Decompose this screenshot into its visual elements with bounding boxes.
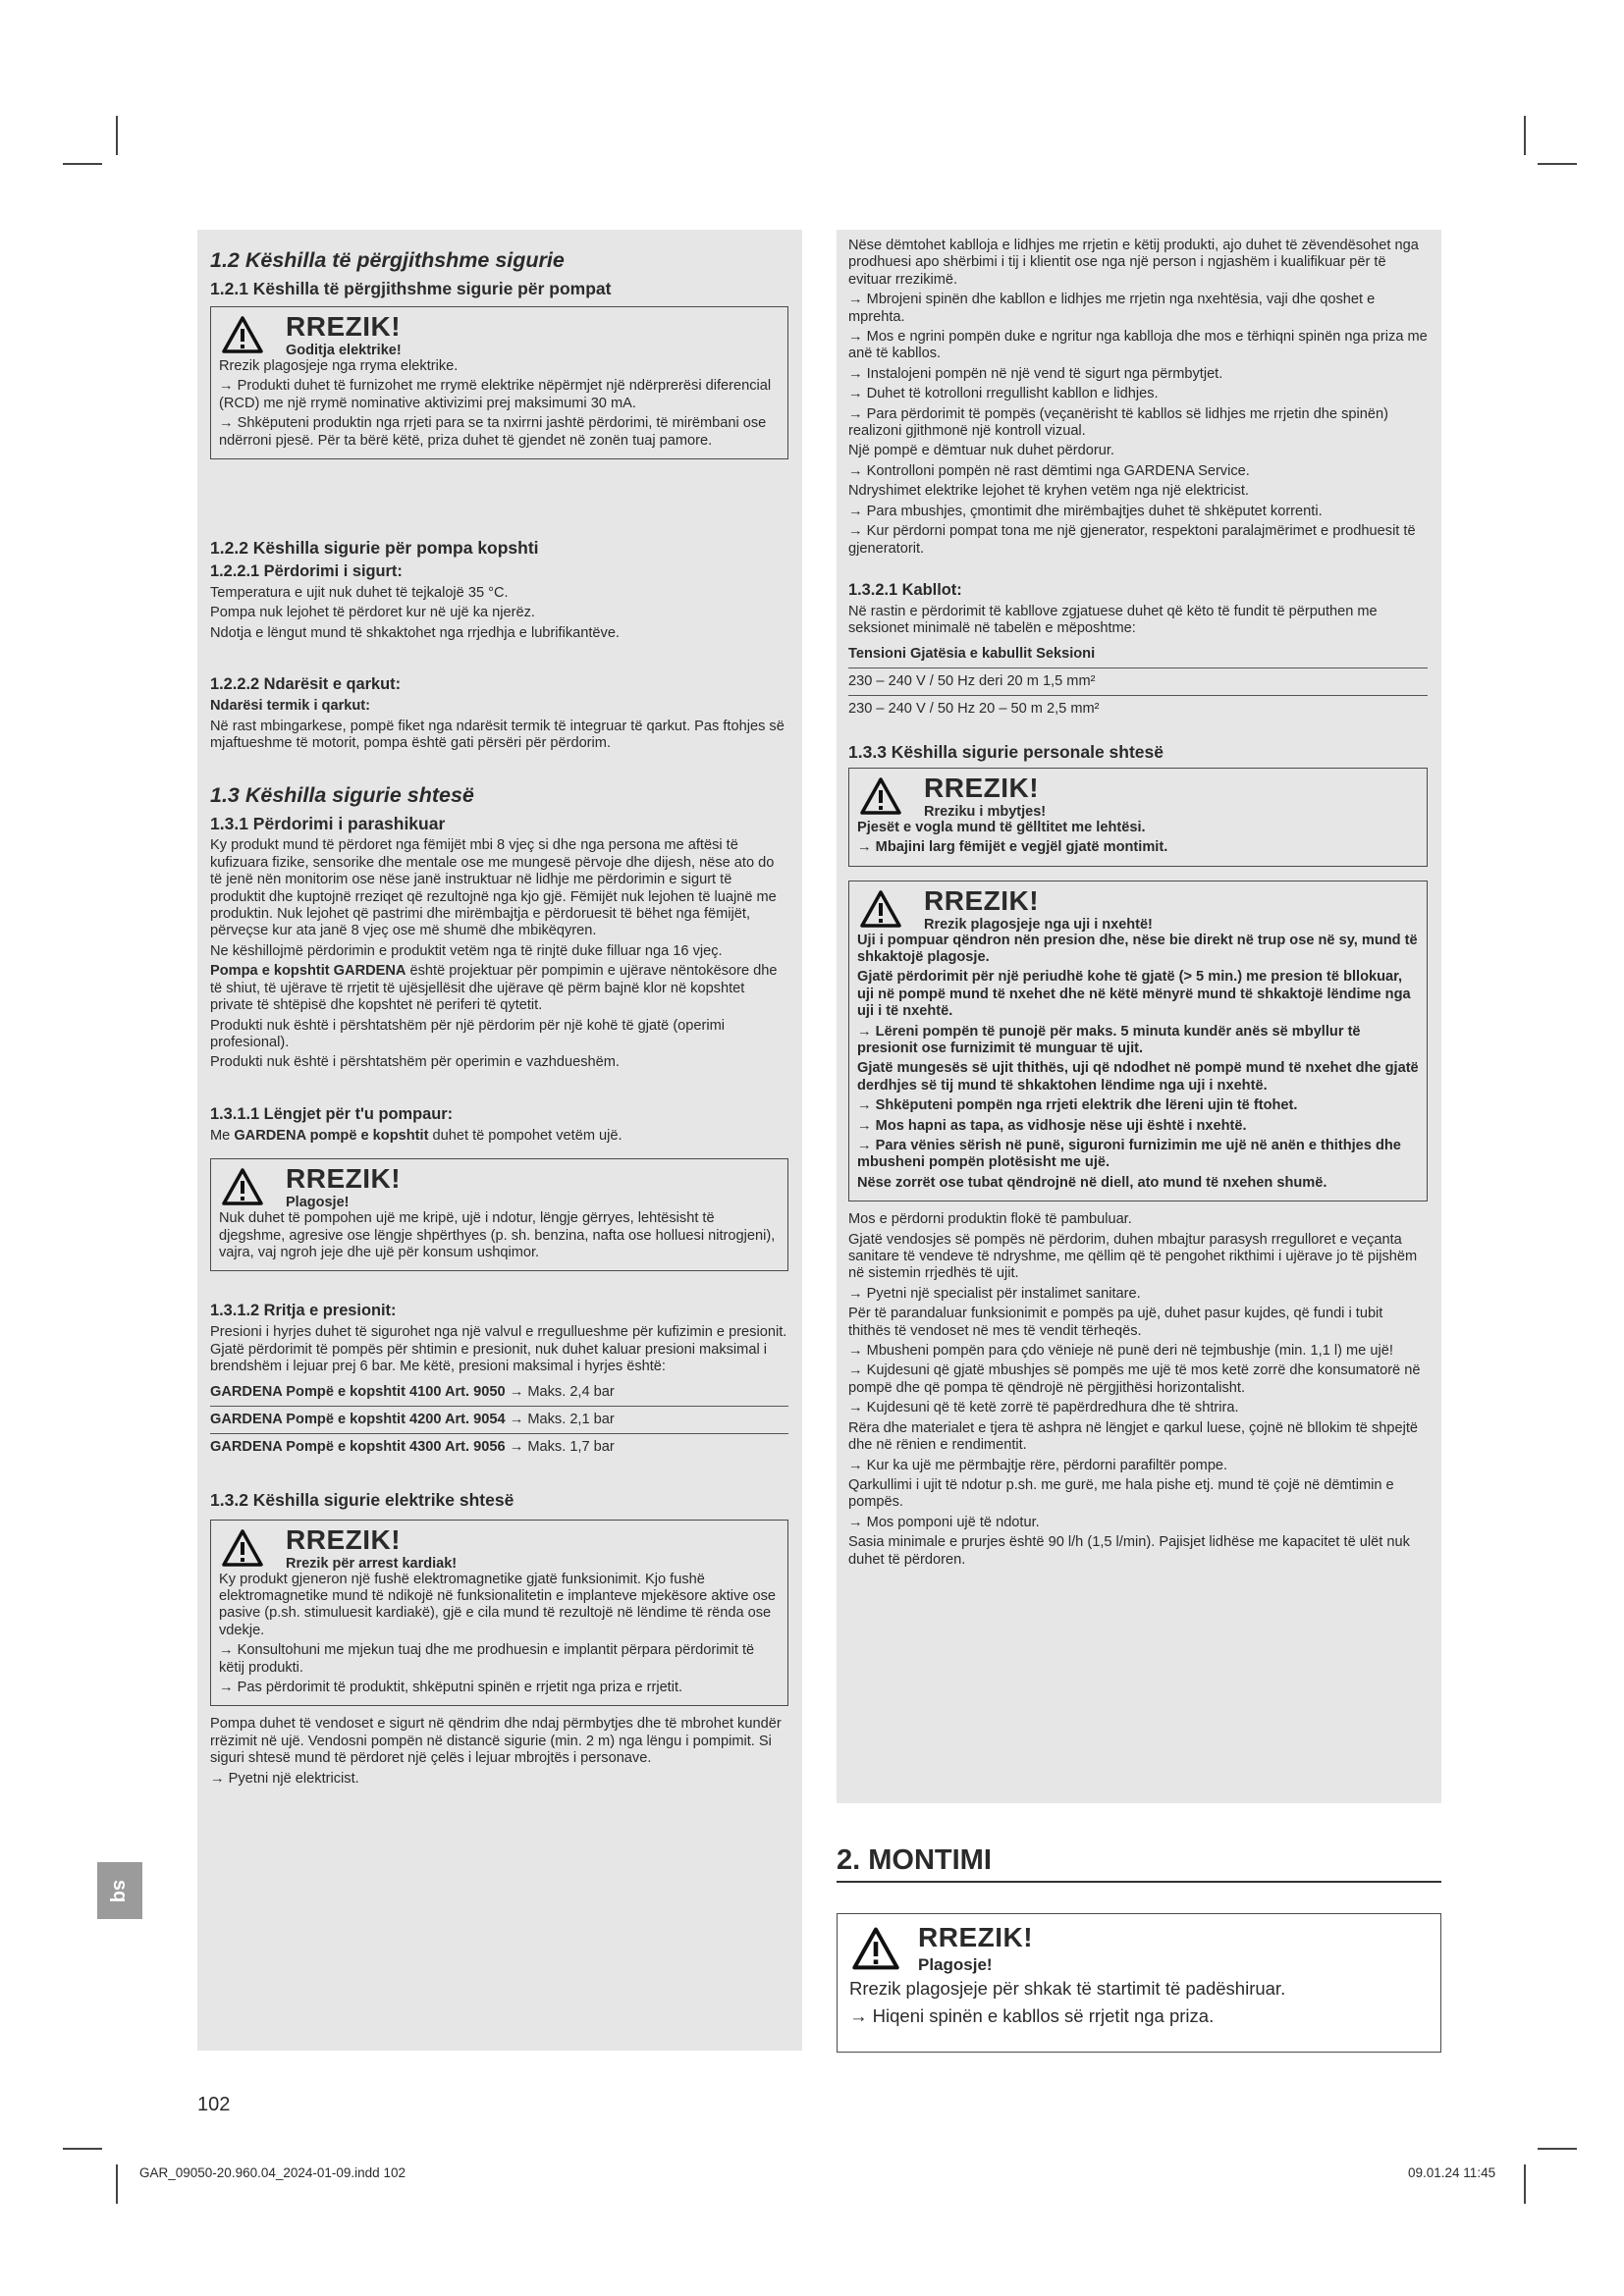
product-name: GARDENA pompë e kopshtit bbox=[234, 1127, 429, 1144]
product-name: Pompa e kopshtit GARDENA bbox=[210, 963, 406, 980]
left-column-body bbox=[197, 510, 802, 2051]
paragraph: Rrezik plagosjeje për shkak të startimit të padëshiruar. bbox=[849, 1978, 1286, 1999]
paragraph: Një pompë e dëmtuar nuk duhet përdorur. bbox=[848, 443, 1114, 459]
table-row: 230 – 240 V / 50 Hz 20 – 50 m 2,5 mm² bbox=[848, 700, 1100, 717]
warning-triangle-icon bbox=[860, 890, 901, 928]
product-name: GARDENA Pompë e kopshtit 4300 Art. 9056 bbox=[210, 1438, 506, 1455]
warning-triangle-icon bbox=[222, 316, 263, 353]
warning-title: RREZIK! bbox=[286, 1523, 402, 1555]
instruction: → Lëreni pompën të punojë për maks. 5 minuta kundër anës së mbyllur të presionit ose furnizimit të munguar të ujit. bbox=[857, 1024, 1419, 1058]
warning-triangle-icon bbox=[222, 1529, 263, 1567]
instruction: → Pyetni një elektricist. bbox=[210, 1771, 788, 1788]
instruction: → Mbajini larg fëmijët e vegjël gjatë montimit. bbox=[857, 839, 1419, 856]
warning-title: RREZIK! bbox=[918, 1922, 1034, 1952]
instruction: → Para vënies sërish në punë, siguroni furnizimin me ujë në anën e thithjes dhe mbusheni pompën plotësisht me ujë. bbox=[857, 1138, 1419, 1172]
subsection-title: 1.2.1 Këshilla të përgjithshme sigurie për pompat bbox=[210, 279, 612, 298]
section-title: 1.3 Këshilla sigurie shtesë bbox=[210, 783, 474, 808]
warning-subtitle: Plagosje! bbox=[918, 1955, 993, 1974]
warning-subtitle: Rrezik për arrest kardiak! bbox=[286, 1555, 458, 1572]
paragraph: Nëse zorrët ose tubat qëndrojnë në diell, ato mund të nxehen shumë. bbox=[857, 1174, 1327, 1191]
warning-subtitle: Rrezik plagosjeje nga uji i nxehtë! bbox=[924, 916, 1153, 933]
instruction: → Mbusheni pompën para çdo vënieje në punë deri në tejmbushje (min. 1,1 l) me ujë! bbox=[848, 1343, 1428, 1360]
paragraph: Pjesët e vogla mund të gëlltitet me lehtësi. bbox=[857, 819, 1146, 835]
paragraph: Rëra dhe materialet e tjera të ashpra në lëngjet e qarkul luese, çojnë në bllokim të shpejtë dhe në rënien e rendimentit. bbox=[848, 1419, 1419, 1454]
instruction: → Kur ka ujë me përmbajtje rëre, përdorni parafiltër pompe. bbox=[848, 1458, 1428, 1474]
instruction: → Kujdesuni që gjatë mbushjes së pompës me ujë të mos ketë zorrë dhe konsumatorë në pompë dhe që pompa të qëndrojë në përgjithësi horizontalisht. bbox=[848, 1362, 1428, 1397]
crop-mark bbox=[1524, 2164, 1526, 2204]
instruction: → Mbrojeni spinën dhe kabllon e lidhjes me rrjetin nga nxehtësia, vaji dhe qoshet e mprehta. bbox=[848, 292, 1428, 326]
paragraph: Gjatë mungesës së ujit thithës, uji që ndodhet në pompë mund të nxehet dhe gjatë derdhjes së tij mund të shkaktohen lëndime nga uji i nxehtë. bbox=[857, 1060, 1419, 1094]
paragraph: Presioni i hyrjes duhet të sigurohet nga një valvul e rregullueshme për kufizimin e presionit. Gjatë përdorimit të pompës për shtimin e presionit, nuk duhet kaluar presioni maksimal i brendshëm i lejuar prej 6 bar. Me këtë, presioni maksimal i hyrjes është: bbox=[210, 1324, 787, 1375]
warning-box bbox=[848, 768, 1428, 867]
paragraph: Ne këshillojmë përdorimin e produktit vetëm nga të rinjtë duke filluar nga 16 vjeç. bbox=[210, 942, 723, 959]
warning-box bbox=[210, 1158, 788, 1271]
text: Me bbox=[210, 1127, 235, 1144]
instruction: → Shkëputeni produktin nga rrjeti para se ta nxirrni jashtë përdorimi, të mirëmbani ose ndërroni pjesë. Për ta bërë këtë, priza duhet të gjendet në zonën tuaj pamore. bbox=[219, 415, 780, 450]
instruction: → Pas përdorimit të produktit, shkëputni spinën e rrjetit nga priza e rrjetit. bbox=[219, 1680, 780, 1696]
subsection-title: 1.2.2.1 Përdorimi i sigurt: bbox=[210, 562, 403, 580]
paragraph: Për të parandaluar funksionimit e pompës pa ujë, duhet pasur kujdes, që fundi i tubit thithës të vendoset në mes të vendit tërheqës. bbox=[848, 1306, 1383, 1339]
paragraph: Gjatë vendosjes së pompës në përdorim, duhen mbajtur parasysh rregulloret e veçanta sanitare të vendeve të ndryshme, me qëllim që të pengohet rikthimi i ujërave jo të pijshëm në sistemin rrjedhës të ujit. bbox=[848, 1231, 1418, 1282]
footer-file: GAR_09050-20.960.04_2024-01-09.indd 102 bbox=[139, 2165, 406, 2180]
language-code: sq bbox=[109, 1879, 132, 1902]
paragraph: Sasia minimale e prurjes është 90 l/h (1,5 l/min). Pajisjet lidhëse me kapacitet të ulët nuk duhet të përdoren. bbox=[848, 1534, 1410, 1568]
language-tab bbox=[97, 1862, 142, 1919]
arrow-icon: → bbox=[509, 1383, 524, 1400]
table-row bbox=[210, 1434, 788, 1461]
instruction: → Para mbushjes, çmontimit dhe mirëmbajtjes duhet të shkëputet korrenti. bbox=[848, 504, 1428, 520]
paragraph: Ndarësi termik i qarkut: bbox=[210, 698, 371, 715]
subsection-title: 1.3.1 Përdorimi i parashikuar bbox=[210, 814, 446, 834]
subsection-title: 1.3.2 Këshilla sigurie elektrike shtesë bbox=[210, 1489, 514, 1510]
instruction: → Mos e ngrini pompën duke e ngritur nga kablloja dhe mos e tërhiqni spinën nga priza me anë të kabllos. bbox=[848, 329, 1428, 363]
warning-box bbox=[210, 1520, 788, 1707]
warning-title: RREZIK! bbox=[924, 884, 1040, 916]
product-name: GARDENA Pompë e kopshtit 4200 Art. 9054 bbox=[210, 1411, 506, 1427]
instruction: → Shkëputeni pompën nga rrjeti elektrik dhe lëreni ujin të ftohet. bbox=[857, 1097, 1419, 1114]
crop-mark bbox=[1538, 163, 1577, 165]
instruction: → Instalojeni pompën në një vend të sigurt nga përmbytjet. bbox=[848, 366, 1428, 383]
crop-mark bbox=[116, 2164, 118, 2204]
crop-mark bbox=[1524, 116, 1526, 155]
warning-subtitle: Plagosje! bbox=[286, 1195, 350, 1211]
paragraph: Pompa duhet të vendoset e sigurt në qëndrim dhe ndaj përmbytjes dhe të mbrohet kundër rrëzimit në ujë. Vendosni pompën në distancë sigurie (min. 2 m) nga lëngu i pompimit. Si siguri shtesë mund të përdoret një çelës i lejuar mbrojtës i personave. bbox=[210, 1716, 782, 1767]
paragraph: Nëse dëmtohet kablloja e lidhjes me rrjetin e këtij produkti, ajo duhet të zëvendësohet nga prodhuesi apo shërbimi i tij i klientit ose nga një person i ngjashëm i kualifikuar për të evituar rrezikimë. bbox=[848, 238, 1419, 288]
crop-mark bbox=[63, 163, 102, 165]
arrow-icon: → bbox=[509, 1411, 524, 1427]
subsection-title: 1.3.2.1 Kabllot: bbox=[848, 580, 962, 599]
paragraph: Temperatura e ujit nuk duhet të tejkalojë 35 °C. bbox=[210, 585, 509, 601]
instruction: → Hiqeni spinën e kabllos së rrjetit nga priza. bbox=[849, 2002, 1429, 2030]
instruction: → Para përdorimit të pompës (veçanërisht të kabllos së lidhjes me rrjetin dhe spinën) realizoni gjithmonë një kontroll vizual. bbox=[848, 406, 1428, 441]
paragraph: Rrezik plagosjeje nga rryma elektrike. bbox=[219, 358, 459, 374]
page-number: 102 bbox=[197, 2094, 231, 2115]
warning-triangle-icon bbox=[222, 1168, 263, 1205]
paragraph: Produkti nuk është i përshtatshëm për një përdorim për një kohë të gjatë (operimi profesional). bbox=[210, 1017, 726, 1050]
table-header: Tensioni Gjatësia e kabullit Seksioni bbox=[848, 645, 1096, 662]
warning-title: RREZIK! bbox=[286, 1163, 402, 1195]
subsection-title: 1.2.2.2 Ndarësit e qarkut: bbox=[210, 675, 402, 694]
warning-triangle-icon bbox=[852, 1927, 899, 1970]
paragraph: Në rast mbingarkese, pompë fiket nga ndarësit termik të integruar të qarkut. Pas ftohjes së mjaftueshme të motorit, pompa është gati përsëri për përdorim. bbox=[210, 718, 785, 752]
instruction: → Duhet të kotrolloni rregullisht kabllon e lidhjes. bbox=[848, 386, 1428, 402]
warning-subtitle: Rreziku i mbytjes! bbox=[924, 803, 1047, 820]
warning-title: RREZIK! bbox=[924, 772, 1040, 803]
instruction: → Kujdesuni që të ketë zorrë të papërdredhura dhe të shtrira. bbox=[848, 1400, 1428, 1416]
text: është projektuar për pompimin e ujërave nëntokësore dhe të shiut, të ujërave të rrjetit të ujësjellësit dhe ujërave që përm bajnë klor në kopshtet private të shtëpisë dhe kopshtet në periferi të qytetit. bbox=[210, 963, 778, 1014]
right-column bbox=[837, 230, 1441, 1803]
paragraph: Nuk duhet të pompohen ujë me kripë, ujë i ndotur, lëngje gërryes, lehtësisht të djegshme, agresive ose lëngje shpërthyes (p. sh. benzina, nafta ose holluesi nitrogjeni), vajra, vaj ngroh jeje dhe ujë për konsum ushqimor. bbox=[219, 1210, 776, 1260]
instruction: → Pyetni një specialist për instalimet sanitare. bbox=[848, 1286, 1428, 1303]
paragraph: Ky produkt gjeneron një fushë elektromagnetike gjatë funksionimit. Kjo fushë elektromagnetike mund të ndikojë në funksionalitetin e implanteve mjekësore aktive ose pasive (p.sh. stimuluesit kardiakë), gjë e cila mund të rezultojë në lëndime të rënda ose vdekje. bbox=[219, 1571, 777, 1638]
pressure-value: Maks. 1,7 bar bbox=[527, 1438, 615, 1455]
section-title: 1.2 Këshilla të përgjithshme sigurie bbox=[210, 248, 565, 272]
montimi-section bbox=[837, 1844, 1441, 1883]
instruction: → Mos pomponi ujë të ndotur. bbox=[848, 1515, 1428, 1531]
paragraph bbox=[210, 963, 788, 1014]
warning-subtitle: Goditja elektrike! bbox=[286, 343, 402, 358]
crop-mark bbox=[1538, 2148, 1577, 2150]
warning-triangle-icon bbox=[860, 777, 901, 815]
instruction: → Kur përdorni pompat tona me një gjenerator, respektoni paralajmërimet e prodhuesit të gjeneratorit. bbox=[848, 523, 1428, 558]
crop-mark bbox=[116, 116, 118, 155]
table-row bbox=[210, 1379, 788, 1406]
crop-mark bbox=[63, 2148, 102, 2150]
paragraph: Produkti nuk është i përshtatshëm për operimin e vazhdueshëm. bbox=[210, 1054, 620, 1071]
product-name: GARDENA Pompë e kopshtit 4100 Art. 9050 bbox=[210, 1383, 506, 1400]
warning-box bbox=[848, 881, 1428, 1202]
paragraph: Qarkullimi i ujit të ndotur p.sh. me gurë, me hala pishe etj. mund të çojë në dëmtimin e pompës. bbox=[848, 1476, 1394, 1511]
arrow-icon: → bbox=[509, 1438, 524, 1455]
paragraph: Ky produkt mund të përdoret nga fëmijët mbi 8 vjeç si dhe nga persona me aftësi të kufizuara fizike, sensorike dhe mentale ose me mungesë përvoje dhe dijesh, nëse ato do të jenë nën monitorim ose nëse janë instruktuar në lidhje me përdorimin e sigurt të produktit dhe kuptojnë rreziqet që rezultojnë nga kjo gjë. Fëmijët nuk lejohen të luajnë me produktin. Nuk lejohet që pastrimi dhe mirëmbajtja e përdoruesit të bëhet nga fëmijët, përveçse kur ata janë 8 vjeç ose më shumë dhe mbikëqyren. bbox=[210, 837, 777, 939]
paragraph: Gjatë përdorimit për një periudhë kohe të gjatë (> 5 min.) me presion të bllokuar, uji në pompë mund të nxehet dhe në këtë mënyrë mund të shkaktojë lëndime nga uji i të nxehtë. bbox=[857, 969, 1411, 1020]
warning-box bbox=[837, 1913, 1441, 2053]
table-row bbox=[210, 1407, 788, 1433]
instruction: → Konsultohuni me mjekun tuaj dhe me prodhuesin e implantit përpara përdorimit të këtij produkti. bbox=[219, 1642, 780, 1677]
table-row: 230 – 240 V / 50 Hz deri 20 m 1,5 mm² bbox=[848, 672, 1096, 689]
footer-date: 09.01.24 11:45 bbox=[1408, 2165, 1496, 2180]
paragraph: Në rastin e përdorimit të kabllove zgjatuese duhet që këto të fundit të përputhen me seksionet minimalë në tabelën e mëposhtme: bbox=[848, 603, 1378, 637]
paragraph: Ndryshimet elektrike lejohet të kryhen vetëm nga një elektricist. bbox=[848, 483, 1249, 500]
instruction: → Kontrolloni pompën në rast dëmtimi nga GARDENA Service. bbox=[848, 463, 1428, 480]
subsection-title: 1.2.2 Këshilla sigurie për pompa kopshti bbox=[210, 538, 539, 558]
subsection-title: 1.3.1.2 Rritja e presionit: bbox=[210, 1302, 397, 1320]
warning-box bbox=[210, 306, 788, 459]
instruction: → Produkti duhet të furnizohet me rrymë elektrike nëpërmjet një ndërprerësi diferencial (RCD) me një rrymë nominative aktivizimi prej maksimumi 30 mA. bbox=[219, 378, 780, 412]
subsection-title: 1.3.1.1 Lëngjet për t'u pompaur: bbox=[210, 1104, 454, 1123]
paragraph: Uji i pompuar qëndron nën presion dhe, nëse bie direkt në trup ose në sy, mund të shkaktojë plagosje. bbox=[857, 932, 1418, 965]
chapter-title: 2. MONTIMI bbox=[837, 1844, 1441, 1883]
instruction: → Mos hapni as tapa, as vidhosje nëse uji është i nxehtë. bbox=[857, 1118, 1419, 1135]
warning-title: RREZIK! bbox=[286, 311, 402, 342]
paragraph: Pompa nuk lejohet të përdoret kur në ujë ka njerëz. bbox=[210, 605, 535, 621]
paragraph: Ndotja e lëngut mund të shkaktohet nga rrjedhja e lubrifikantëve. bbox=[210, 624, 620, 641]
pressure-value: Maks. 2,1 bar bbox=[527, 1411, 615, 1427]
paragraph bbox=[210, 1128, 788, 1145]
paragraph: Mos e përdorni produktin flokë të pambuluar. bbox=[848, 1211, 1132, 1228]
text: duhet të pompohet vetëm ujë. bbox=[428, 1127, 623, 1144]
pressure-value: Maks. 2,4 bar bbox=[527, 1383, 615, 1400]
subsection-title: 1.3.3 Këshilla sigurie personale shtesë bbox=[848, 741, 1164, 762]
